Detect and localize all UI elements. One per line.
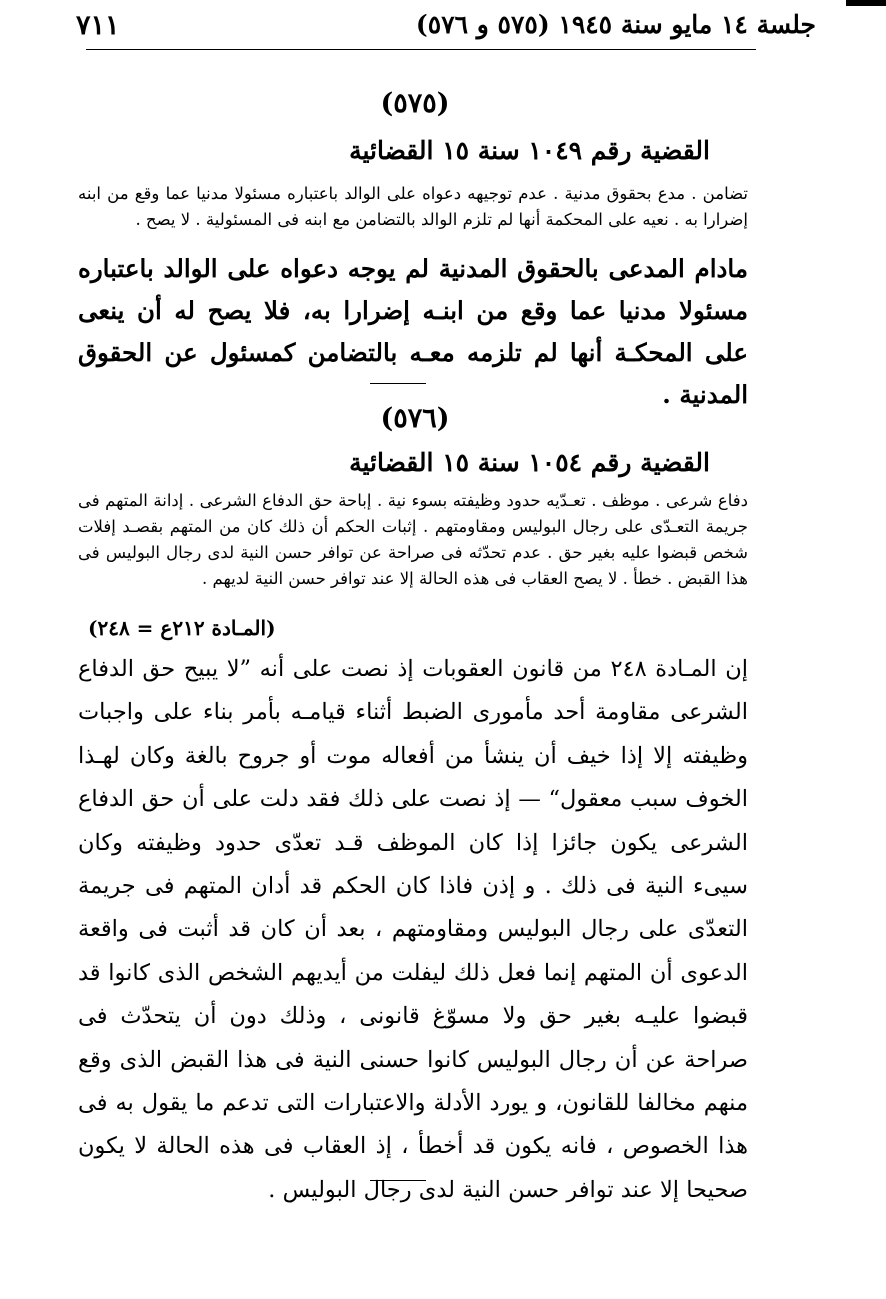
separator xyxy=(370,1180,426,1181)
body-text: إن المـادة ٢٤٨ من قانون العقوبات إذ نصت على أنه ”لا يبيح حق الدفاع الشرعى مقاومة أحد مأمورى الضبط أثناء قيامـه بأمر بناء على واجبات وظيفته إلا إذا خيف أن ينشأ من أفعاله موت أو جروح بالغة وكان لهـذا الخوف سبب معقول“ — إذ نصت على ذلك فقد دلت على أن حق الدفاع الشرعى يكون جائزا إذا كان الموظف قـد تعدّى حدود وظيفته وكان سيىء النية فى ذلك . و إذن فاذا كان الحكم قد أدان المتهم فى جريمة التعدّى على رجال البوليس ومقاومتهم ، بعد أن كان قد أثبت فى واقعة الدعوى أن المتهم إنما فعل ذلك ليفلت من أيديهم الشخص الذى كانوا قد قبضوا عليـه بغير حق ولا مسوّغ قانونى ، وذلك دون أن يتحدّث فى صراحة عن أن رجال البوليس كانوا حسنى النية فى هذا القبض الذى وقع منهم مخالفا للقانون، و يورد الأدلة والاعتبارات التى تدعم ما يقول به فى هذا الخصوص ، فانه يكون قد أخطأ ، إذ العقاب فى هذه الحالة لا يكون صحيحا إلا عند توافر حسن النية لدى رجال البوليس . xyxy=(78,656,748,1203)
ruling-text: مادام المدعى بالحقوق المدنية لم يوجه دعواه على الوالد باعتباره مسئولا مدنيا عما وقع من ابنـه إضرارا به، فلا يصح له أن ينعى على المحكـة أنها لم تلزمه معـه بالتضامن كمسئول عن الحقوق المدنية . xyxy=(78,254,748,409)
article-reference: (المـادة ٢١٢ع = ٢٤٨) xyxy=(88,616,276,640)
summary-text: تضامن . مدع بحقوق مدنية . عدم توجيهه دعواه على الوالد باعتباره مسئولا مدنيا عما وقع من ابنه إضرارا به . نعيه على المحكمة أنها لم تلزم الوالد بالتضامن مع ابنه فى المسئولية . لا يصح . xyxy=(78,184,748,229)
page-header xyxy=(30,6,856,54)
case-summary xyxy=(78,181,748,233)
session-title: جلسة ١٤ مايو سنة ١٩٤٥ (٥٧٥ و ٥٧٦) xyxy=(415,10,816,39)
case-ruling xyxy=(78,248,748,416)
header-rule xyxy=(86,49,756,50)
page-number: ٧١١ xyxy=(76,10,120,41)
case-title: القضية رقم ١٠٥٤ سنة ١٥ القضائية xyxy=(349,448,710,477)
summary-text: دفاع شرعى . موظف . تعـدّيه حدود وظيفته بسوء نية . إباحة حق الدفاع الشرعى . إدانة المتهم فى جريمة التعـدّى على رجال البوليس ومقاومتهم . إثبات الحكم أن ذلك كان من المتهم بقصـد إفلات شخص قبضوا عليه بغير حق . عدم تحدّثه فى صراحة عن توافر حسن النية لدى رجال البوليس فى هذا القبض . خطأ . لا يصح العقاب فى هذه الحالة إلا عند توافر حسن النية لديهم . xyxy=(78,491,748,588)
case-summary xyxy=(78,488,748,592)
case-body xyxy=(78,648,748,1212)
case-title: القضية رقم ١٠٤٩ سنة ١٥ القضائية xyxy=(349,136,710,165)
case-number: (٥٧٦) xyxy=(380,403,450,434)
case-number: (٥٧٥) xyxy=(380,88,450,119)
separator xyxy=(370,383,426,384)
